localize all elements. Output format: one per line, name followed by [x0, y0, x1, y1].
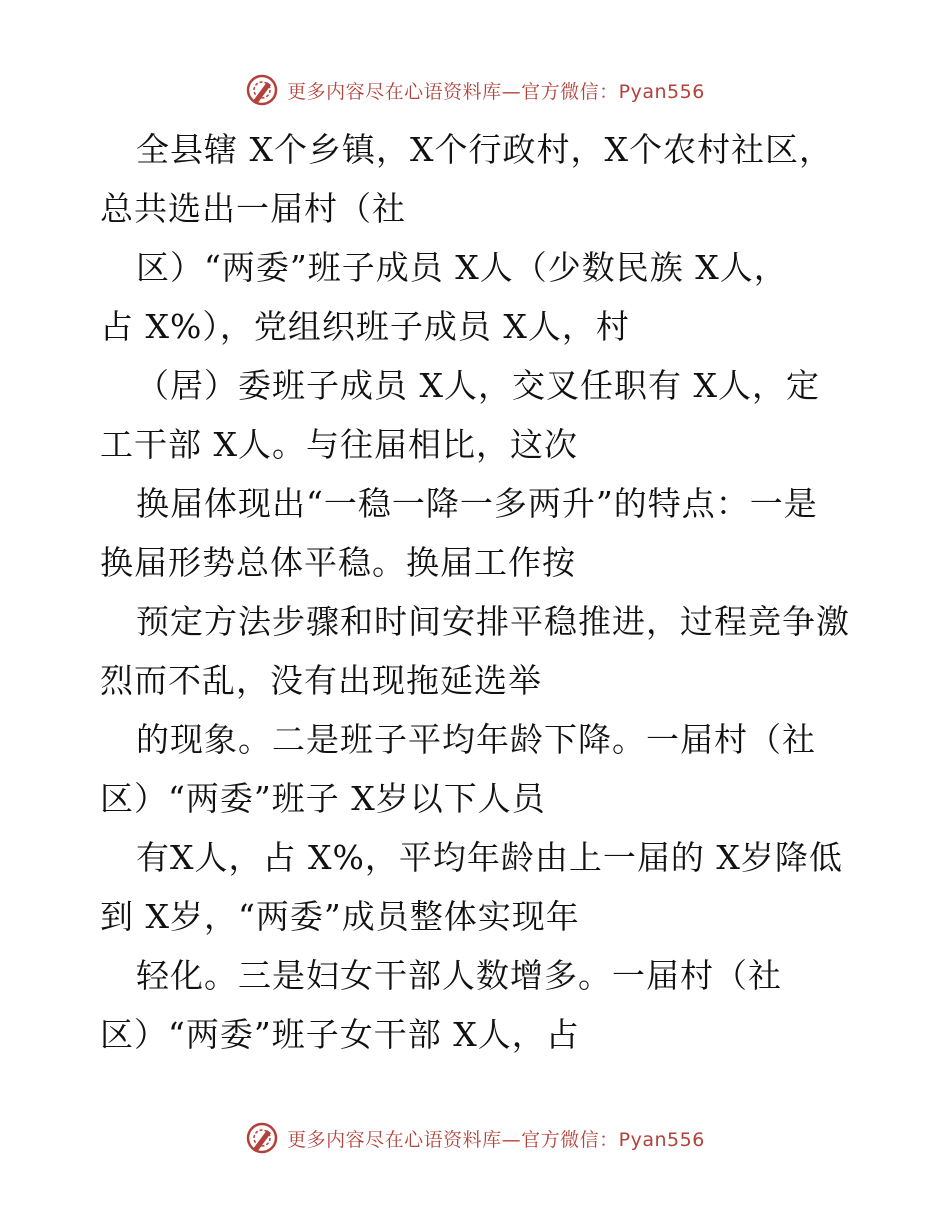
text-line: 区）“两委”班子女干部 X人，占	[100, 1015, 580, 1054]
text-line: 的现象。二是班子平均年龄下降。一届村（社	[136, 720, 816, 759]
text-line: 预定方法步骤和时间安排平稳推进，过程竞争激	[136, 602, 850, 641]
document-body	[100, 120, 860, 1064]
header-watermark	[0, 70, 950, 110]
text-line: 换届形势总体平稳。换届工作按	[100, 543, 576, 582]
text-line: 有X人，占 X%，平均年龄由上一届的 X岁降低	[136, 838, 843, 877]
footer-watermark	[0, 1118, 950, 1158]
watermark-text: 更多内容尽在心语资料库—官方微信：Pyan556	[287, 80, 705, 103]
watermark-text: 更多内容尽在心语资料库—官方微信：Pyan556	[287, 1128, 705, 1151]
text-line: 区）“两委”班子 X岁以下人员	[100, 779, 546, 818]
text-line: 工干部 X人。与往届相比，这次	[100, 425, 578, 464]
text-line: 到 X岁，“两委”成员整体实现年	[100, 897, 580, 936]
paragraph	[100, 828, 860, 946]
paragraph	[100, 120, 860, 238]
text-line: 轻化。三是妇女干部人数增多。一届村（社	[136, 956, 782, 995]
paragraph	[100, 238, 860, 356]
paragraph	[100, 592, 860, 710]
text-line: 总共选出一届村（社	[100, 189, 406, 228]
text-line: 区）“两委”班子成员 X人（少数民族 X人，	[136, 248, 788, 287]
paragraph	[100, 946, 860, 1064]
paragraph	[100, 710, 860, 828]
paragraph	[100, 474, 860, 592]
text-line: 占 X%），党组织班子成员 X人，村	[100, 307, 630, 346]
text-line: （居）委班子成员 X人，交叉任职有 X人，定	[136, 366, 820, 405]
text-line: 全县辖 X个乡镇，X个行政村，X个农村社区，	[136, 130, 833, 169]
red-pen-logo-icon	[245, 73, 279, 107]
text-line: 换届体现出“一稳一降一多两升”的特点：一是	[136, 484, 818, 523]
red-pen-logo-icon	[245, 1121, 279, 1155]
paragraph	[100, 356, 860, 474]
text-line: 烈而不乱，没有出现拖延选举	[100, 661, 542, 700]
